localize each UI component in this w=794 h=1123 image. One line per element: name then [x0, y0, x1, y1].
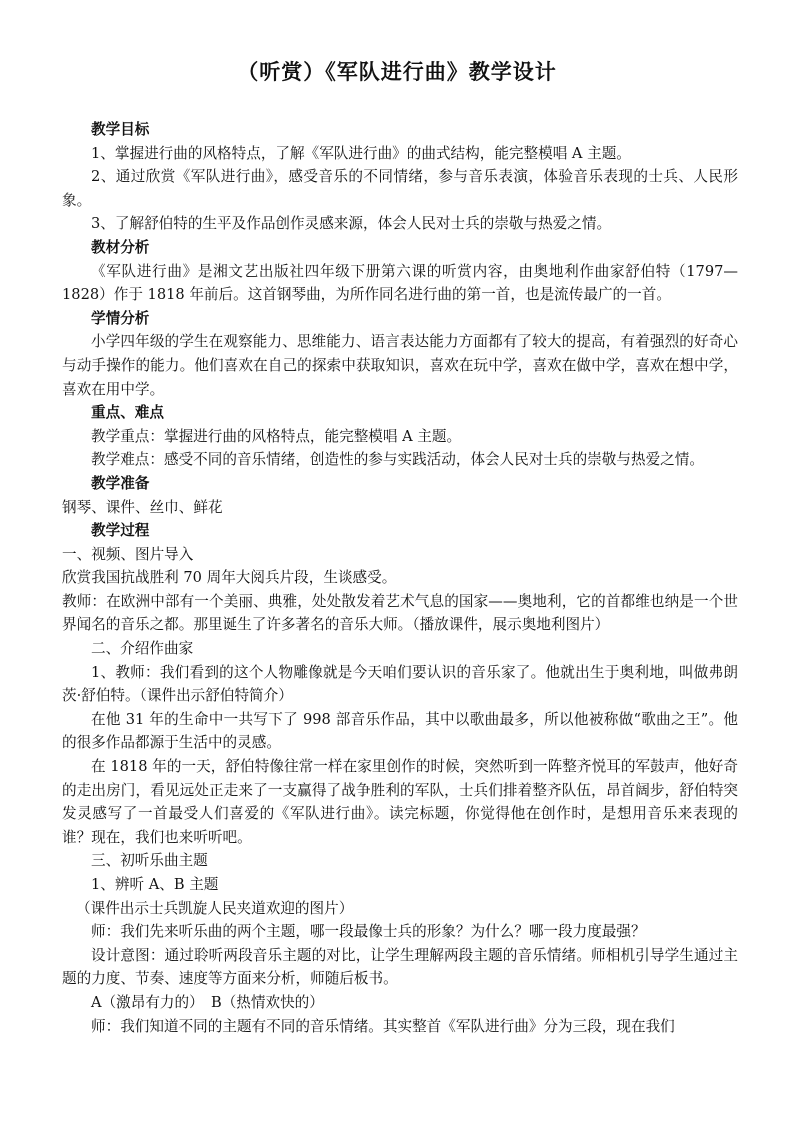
- paragraph: 3、了解舒伯特的生平及作品创作灵感来源，体会人民对士兵的崇敬与热爱之情。: [91, 215, 612, 233]
- paragraph: 1、教师：我们看到的这个人物雕像就是今天咱们要认识的音乐家了。他就出生于奥利地，叫做弗朗茨·舒伯特。（课件出示舒伯特简介）: [62, 663, 738, 705]
- paragraph: 1、掌握进行曲的风格特点，了解《军队进行曲》的曲式结构，能完整模唱 A 主题。: [91, 144, 631, 162]
- paragraph: 师：我们知道不同的主题有不同的音乐情绪。其实整首《军队进行曲》分为三段，现在我们: [91, 1017, 675, 1035]
- section-heading: 教学过程: [91, 522, 150, 540]
- paragraph: 欣赏我国抗战胜利 70 周年大阅兵片段，生谈感受。: [62, 569, 397, 587]
- paragraph: 在他 31 年的生命中一共写下了 998 部音乐作品，其中以歌曲最多，所以他被称做“歌曲之王”。他的很多作品都源于生活中的灵感。: [62, 710, 738, 752]
- document-title: （听赏）《军队进行曲》教学设计: [237, 60, 557, 84]
- paragraph: 三、初听乐曲主题: [91, 852, 208, 870]
- paragraph: 师：我们先来听乐曲的两个主题，哪一段最像士兵的形象？为什么？哪一段力度最强？: [91, 923, 646, 941]
- section-heading: 教材分析: [91, 238, 150, 256]
- paragraph: 设计意图：通过聆听两段音乐主题的对比，让学生理解两段主题的音乐情绪。师相机引导学生通过主题的力度、节奏、速度等方面来分析，师随后板书。: [62, 946, 738, 988]
- document-body: [62, 118, 738, 1038]
- paragraph: 小学四年级的学生在观察能力、思维能力、语言表达能力方面都有了较大的提高，有着强烈的好奇心与动手操作的能力。他们喜欢在自己的探索中获取知识，喜欢在玩中学，喜欢在做中学，喜欢在想中学，喜欢在用中学。: [62, 333, 738, 398]
- paragraph: 《军队进行曲》是湘文艺出版社四年级下册第六课的听赏内容，由奥地利作曲家舒伯特（1797—1828）作于 1818 年前后。这首钢琴曲，为所作同名进行曲的第一首，也是流传最广的一首。: [62, 262, 738, 304]
- paragraph: 1、辨听 A、B 主题: [91, 876, 219, 893]
- section-heading: 教学目标: [91, 121, 150, 138]
- paragraph: 教学重点：掌握进行曲的风格特点，能完整模唱 A 主题。: [91, 427, 462, 445]
- section-heading: 教学准备: [91, 474, 150, 492]
- paragraph: 钢琴、课件、丝巾、鲜花: [62, 498, 223, 516]
- paragraph: 教学难点：感受不同的音乐情绪，创造性的参与实践活动，体会人民对士兵的崇敬与热爱之情。: [91, 451, 704, 469]
- paragraph: 一、视频、图片导入: [62, 545, 194, 563]
- paragraph: （课件出示士兵凯旋人民夹道欢迎的图片）: [76, 899, 354, 917]
- paragraph: 教师：在欧洲中部有一个美丽、典雅，处处散发着艺术气息的国家——奥地利，它的首都维也纳是一个世界闻名的音乐之都。那里诞生了许多著名的音乐大师。（播放课件，展示奥地利图片）: [62, 592, 738, 634]
- paragraph: 2、通过欣赏《军队进行曲》，感受音乐的不同情绪，参与音乐表演，体验音乐表现的士兵、人民形象。: [62, 168, 738, 209]
- section-heading: 学情分析: [91, 309, 150, 327]
- paragraph: 二、介绍作曲家: [91, 640, 194, 658]
- paragraph: 在 1818 年的一天，舒伯特像往常一样在家里创作的时候，突然听到一阵整齐悦耳的军鼓声，他好奇的走出房门，看见远处正走来了一支赢得了战争胜利的军队，士兵们排着整齐队伍，昂首阔步，舒伯特突发灵感写了一首最受人们喜爱的《军队进行曲》。读完标题，你觉得他在创作时，是想用音乐来表现的谁？现在，我们也来听听吧。: [62, 758, 738, 846]
- paragraph: A（激昂有力的） B（热情欢快的）: [91, 993, 324, 1011]
- section-heading: 重点、难点: [91, 404, 164, 422]
